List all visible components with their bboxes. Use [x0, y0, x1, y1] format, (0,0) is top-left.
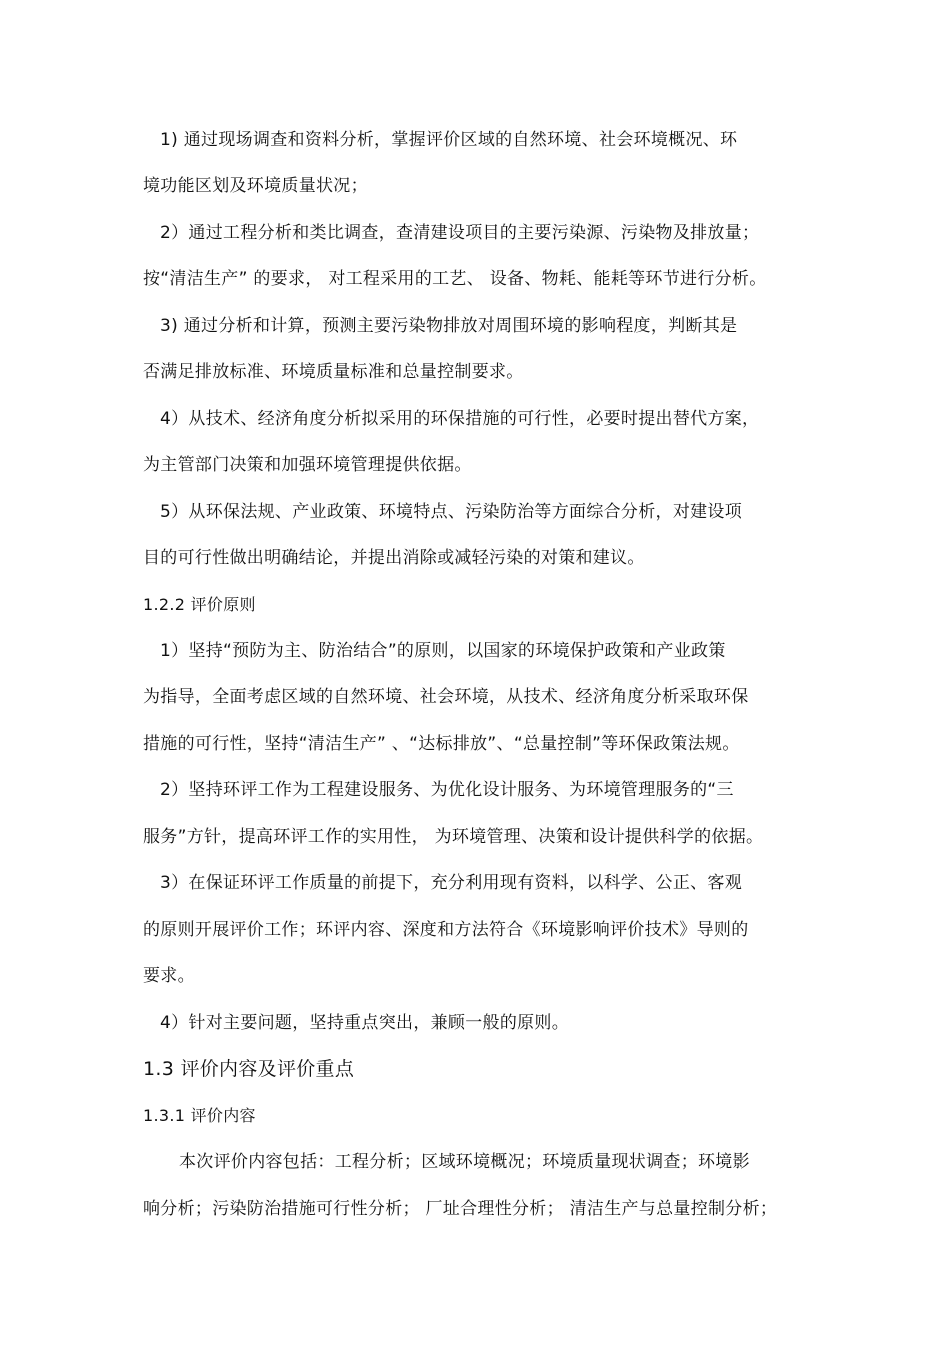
text-line: 境功能区划及环境质量状况； [143, 176, 368, 196]
text-line: 4）针对主要问题，坚持重点突出，兼顾一般的原则。 [160, 1013, 570, 1033]
text-line: 1) 通过现场调查和资料分析，掌握评价区域的自然环境、社会环境概况、环 [160, 130, 738, 150]
text-line: 3) 通过分析和计算，预测主要污染物排放对周围环境的影响程度，判断其是 [160, 316, 738, 336]
text-line: 本次评价内容包括：工程分析；区域环境概况；环境质量现状调查；环境影 [179, 1152, 750, 1172]
text-line: 响分析；污染防治措施可行性分析； 厂址合理性分析； 清洁生产与总量控制分析； [143, 1199, 778, 1219]
text-line: 的原则开展评价工作；环评内容、深度和方法符合《环境影响评价技术》导则的 [143, 920, 749, 940]
text-line: 为主管部门决策和加强环境管理提供依据。 [143, 455, 472, 475]
section-heading-1-2-2: 1.2.2 评价原则 [143, 595, 256, 614]
text-line: 2）通过工程分析和类比调查，查清建设项目的主要污染源、污染物及排放量； [160, 223, 760, 243]
text-line: 4）从技术、经济角度分析拟采用的环保措施的可行性，必要时提出替代方案， [160, 409, 760, 429]
text-line: 1）坚持“预防为主、防治结合”的原则，以国家的环境保护政策和产业政策 [160, 641, 726, 661]
text-line: 2）坚持环评工作为工程建设服务、为优化设计服务、为环境管理服务的“三 [160, 780, 734, 800]
text-line: 目的可行性做出明确结论，并提出消除或减轻污染的对策和建议。 [143, 548, 645, 568]
section-heading-1-3: 1.3 评价内容及评价重点 [143, 1058, 355, 1080]
text-line: 为指导，全面考虑区域的自然环境、社会环境，从技术、经济角度分析采取环保 [143, 687, 749, 707]
text-line: 3）在保证环评工作质量的前提下，充分利用现有资料，以科学、公正、客观 [160, 873, 743, 893]
text-line: 5）从环保法规、产业政策、环境特点、污染防治等方面综合分析，对建设项 [160, 502, 743, 522]
text-line: 否满足排放标准、环境质量标准和总量控制要求。 [143, 362, 524, 382]
text-line: 服务”方针，提高环评工作的实用性， 为环境管理、决策和设计提供科学的依据。 [143, 827, 764, 847]
text-line: 要求。 [143, 966, 195, 986]
text-line: 措施的可行性，坚持“清洁生产” 、“达标排放”、“总量控制”等环保政策法规。 [143, 734, 740, 754]
text-line: 按“清洁生产” 的要求， 对工程采用的工艺、 设备、物耗、能耗等环节进行分析。 [143, 269, 767, 289]
section-heading-1-3-1: 1.3.1 评价内容 [143, 1106, 256, 1125]
